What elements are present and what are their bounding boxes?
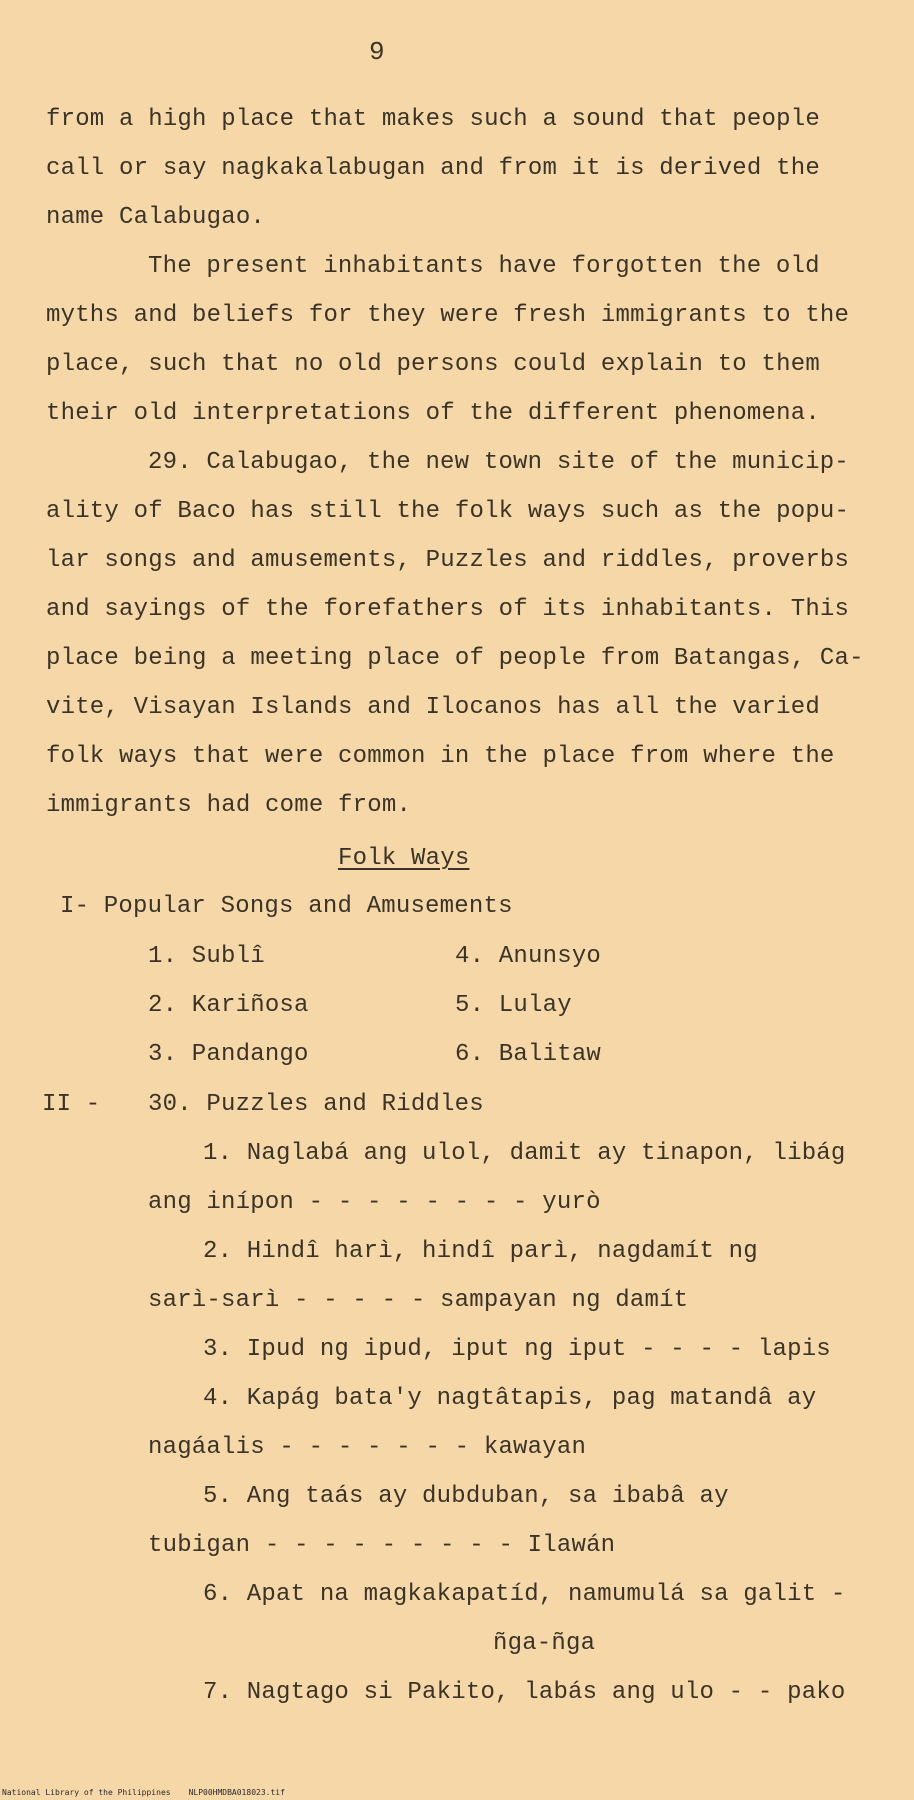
paragraph-3-line: immigrants had come from. xyxy=(46,792,412,819)
song-item: 2. Kariñosa xyxy=(148,992,309,1019)
riddle-line: tubigan - - - - - - - - - Ilawán xyxy=(148,1532,616,1559)
song-item: 4. Anunsyo xyxy=(455,943,602,970)
section-1-title: I- Popular Songs and Amusements xyxy=(60,893,513,920)
riddle-line: 1. Naglabá ang ulol, damit ay tinapon, libág xyxy=(203,1140,846,1167)
paragraph-3-line: 29. Calabugao, the new town site of the municip- xyxy=(148,449,849,476)
footer-library: National Library of the Philippines xyxy=(2,1788,171,1797)
riddle-line: nagáalis - - - - - - - kawayan xyxy=(148,1434,587,1461)
riddle-line: 7. Nagtago si Pakito, labás ang ulo - - pako xyxy=(203,1679,846,1706)
page-number: 9 xyxy=(369,37,385,67)
riddle-line: sarì-sarì - - - - - sampayan ng damít xyxy=(148,1287,689,1314)
paragraph-2-line: place, such that no old persons could explain to them xyxy=(46,351,820,378)
paragraph-3-line: vite, Visayan Islands and Ilocanos has all the varied xyxy=(46,694,820,721)
paragraph-3-line: place being a meeting place of people from Batangas, Ca- xyxy=(46,645,864,672)
paragraph-3-line: folk ways that were common in the place from where the xyxy=(46,743,835,770)
riddle-line: 2. Hindî harì, hindî parì, nagdamít ng xyxy=(203,1238,758,1265)
paragraph-1-line: from a high place that makes such a sound that people xyxy=(46,106,820,133)
folk-ways-heading: Folk Ways xyxy=(338,845,470,872)
riddle-line: 4. Kapág bata'y nagtâtapis, pag matandâ ay xyxy=(203,1385,817,1412)
riddle-line: 3. Ipud ng ipud, iput ng iput - - - - lapis xyxy=(203,1336,831,1363)
riddle-line: 5. Ang taás ay dubduban, sa ibabâ ay xyxy=(203,1483,729,1510)
song-item: 1. Sublî xyxy=(148,943,265,970)
paragraph-3-line: and sayings of the forefathers of its inhabitants. This xyxy=(46,596,850,623)
riddle-line: ñga-ñga xyxy=(493,1630,596,1657)
scan-footer xyxy=(2,1788,285,1798)
paragraph-3-line: lar songs and amusements, Puzzles and riddles, proverbs xyxy=(46,547,850,574)
riddle-line: ang inípon - - - - - - - - yurò xyxy=(148,1189,601,1216)
section-2-title: 30. Puzzles and Riddles xyxy=(148,1091,484,1118)
section-2-marker: II - xyxy=(42,1091,101,1118)
song-item: 6. Balitaw xyxy=(455,1041,602,1068)
song-item: 3. Pandango xyxy=(148,1041,309,1068)
paragraph-3-line: ality of Baco has still the folk ways such as the popu- xyxy=(46,498,850,525)
paragraph-2-line: The present inhabitants have forgotten the old xyxy=(148,253,820,280)
paragraph-1-line: call or say nagkakalabugan and from it is derived the xyxy=(46,155,820,182)
song-item: 5. Lulay xyxy=(455,992,572,1019)
riddle-line: 6. Apat na magkakapatíd, namumulá sa galit - xyxy=(203,1581,846,1608)
paragraph-1-line: name Calabugao. xyxy=(46,204,266,231)
footer-file: NLP00HMDBA018023.tif xyxy=(188,1788,285,1797)
paragraph-2-line: myths and beliefs for they were fresh immigrants to the xyxy=(46,302,850,329)
paragraph-2-line: their old interpretations of the different phenomena. xyxy=(46,400,820,427)
